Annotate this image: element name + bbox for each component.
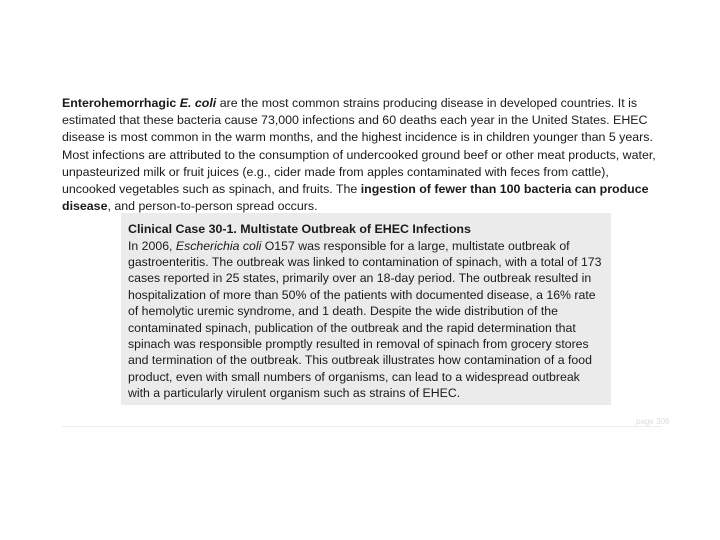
footer-divider — [62, 426, 662, 427]
intro-text-1: are the most common strains producing disease in developed countries. It is estimated that these bacteria cause 73,000 infections and 60 deaths each year in the United States. EHEC disease is most common in the warm months, and the highest incidence is in children younger than 5 years. Most infections are attributed to the consumption of undercooked ground beef or other meat products, water, unpasteurized milk or fruit juices (e.g., cider made from apples contaminated with feces from cattle), uncooked vegetables such as spinach, and fruits. The — [62, 96, 656, 197]
case-organism: Escherichia coli — [175, 238, 262, 253]
intro-term: Enterohemorrhagic — [62, 96, 180, 110]
case-body-start: In 2006, — [128, 238, 176, 253]
page-number: page 306 — [636, 417, 670, 426]
clinical-case-body — [128, 238, 604, 402]
clinical-case-box — [121, 213, 611, 405]
intro-text-2: , and person-to-person spread occurs. — [107, 199, 318, 214]
intro-paragraph — [62, 95, 662, 215]
intro-term-italic: E. coli — [179, 96, 217, 110]
clinical-case-title: Clinical Case 30-1. Multistate Outbreak of EHEC Infections — [128, 222, 471, 236]
case-body-rest: O157 was responsible for a large, multistate outbreak of gastroenteritis. The outbreak was linked to contamination of spinach, with a total of 173 cases reported in 25 states, primarily over an 18-day period. The outbreak resulted in hospitalization of more than 50% of the patients with documented disease, a 16% rate of hemolytic uremic syndrome, and 1 death. Despite the wide distribution of the contaminated spinach, publication of the outbreak and the rapid determination that spinach was responsible promptly resulted in removal of spinach from grocery stores and termination of the outbreak. This outbreak illustrates how contamination of a food product, even with small numbers of organisms, can lead to a widespread outbreak with a particularly virulent organism such as strains of EHEC. — [128, 238, 602, 401]
intro-emphasis: ingestion of fewer than 100 bacteria can produce disease — [62, 182, 649, 214]
